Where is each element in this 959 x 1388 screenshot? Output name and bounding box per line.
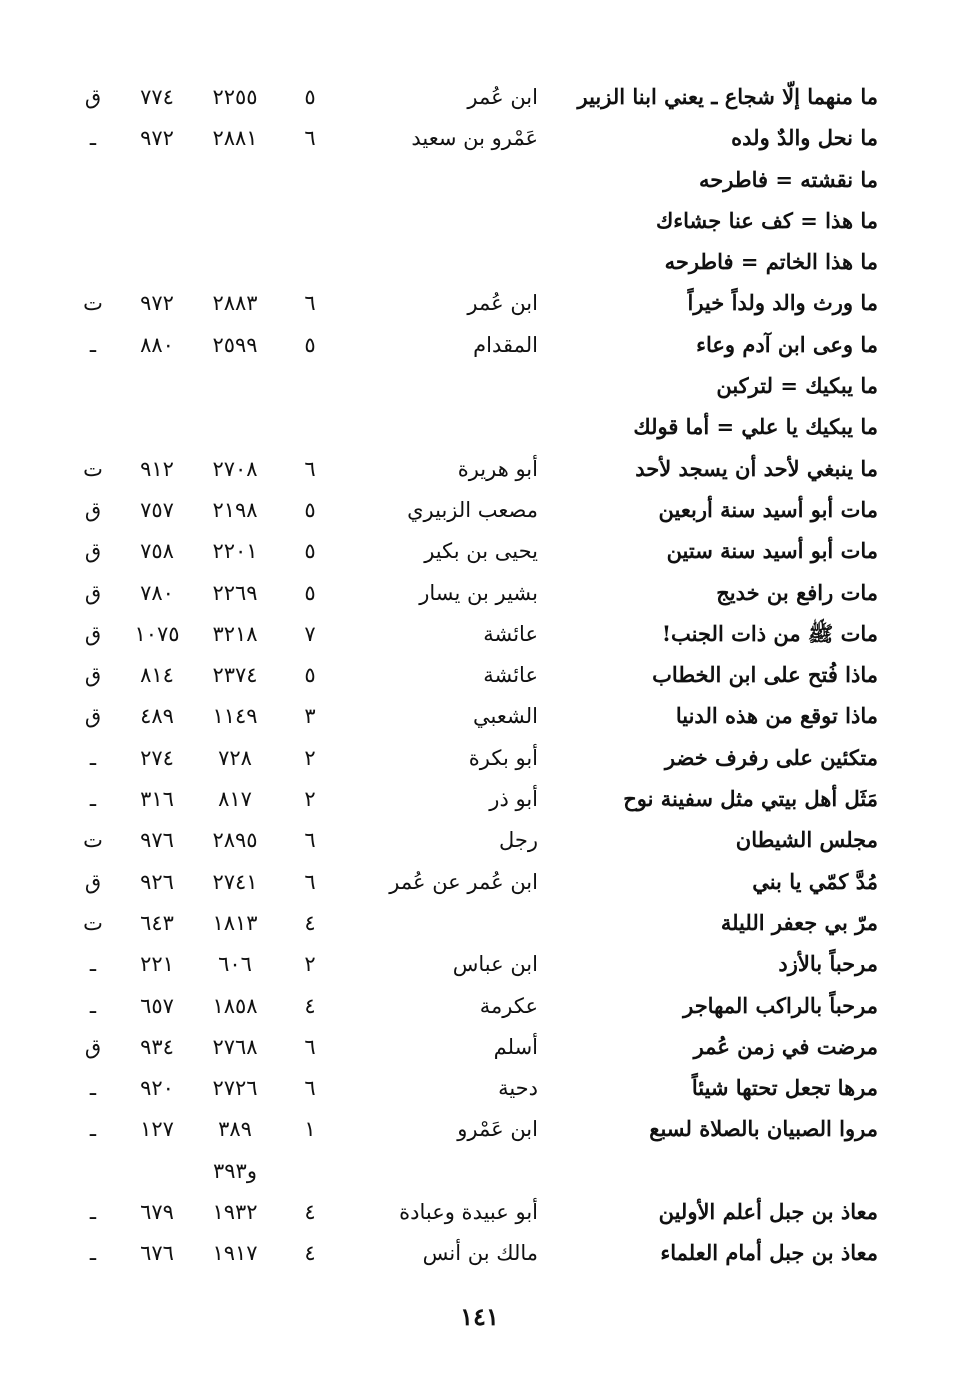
entry-source-mark: ق bbox=[84, 704, 102, 729]
entry-volume: ٦ bbox=[304, 1034, 316, 1059]
entry-page: ٧٥٧ bbox=[140, 497, 174, 522]
index-row bbox=[70, 574, 890, 615]
entry-page: ٩٧٦ bbox=[140, 828, 174, 853]
entry-page: ٧٨٠ bbox=[140, 580, 174, 605]
entry-narrator: أبو هريرة bbox=[457, 456, 538, 481]
entry-title: ما ينبغي لأحد أن يسجد لأحد bbox=[635, 455, 878, 481]
entry-page: ٩١٢ bbox=[140, 456, 174, 481]
entry-page: ٧٥٨ bbox=[140, 539, 174, 564]
entry-title: مات ﷺ من ذات الجنب! bbox=[661, 620, 878, 646]
entry-narrator: أبو عبيدة وعبادة bbox=[399, 1200, 538, 1225]
entry-narrator: رجل bbox=[498, 828, 538, 853]
index-row bbox=[70, 904, 890, 945]
entry-hadith-number: ٢٢٦٩ bbox=[212, 580, 258, 605]
page-number: ١٤١ bbox=[460, 1302, 499, 1331]
entry-narrator: بشير بن يسار bbox=[419, 580, 538, 605]
entry-title: ما يبكيك = لتركبن bbox=[716, 373, 878, 399]
entry-page: ٦٧٦ bbox=[140, 1241, 174, 1266]
entry-hadith-number: ٢١٩٨ bbox=[212, 497, 258, 522]
entry-page: ٦٥٧ bbox=[140, 993, 174, 1018]
entry-title: مرحباً بالأزد bbox=[778, 951, 878, 977]
entry-hadith-number: و٣٩٣ bbox=[213, 1158, 257, 1183]
entry-page: ٨٨٠ bbox=[140, 332, 174, 357]
entry-title: ما منهما إلّا شجاع ـ يعني ابنا الزبير bbox=[577, 84, 878, 109]
hadith-index-table bbox=[70, 78, 890, 1276]
entry-source-mark: ـ bbox=[89, 1117, 97, 1142]
entry-source-mark: ـ bbox=[89, 993, 97, 1018]
entry-volume: ٥ bbox=[304, 663, 316, 688]
entry-title: مرضت في زمن عُمر bbox=[693, 1033, 878, 1059]
entry-source-mark: ـ bbox=[89, 1200, 97, 1225]
index-row bbox=[70, 532, 890, 573]
index-row bbox=[70, 945, 890, 986]
index-row bbox=[70, 202, 890, 243]
index-row bbox=[70, 863, 890, 904]
index-row bbox=[70, 780, 890, 821]
entry-source-mark: ق bbox=[84, 539, 102, 564]
entry-hadith-number: ٢٧٤١ bbox=[212, 869, 258, 894]
entry-hadith-number: ١٩١٧ bbox=[212, 1241, 258, 1266]
entry-narrator: المقدام bbox=[473, 332, 538, 357]
entry-volume: ٦ bbox=[304, 869, 316, 894]
index-row bbox=[70, 284, 890, 325]
entry-title: ما ورث والد ولداً خيراً bbox=[687, 290, 878, 316]
index-row bbox=[70, 697, 890, 738]
index-row bbox=[70, 987, 890, 1028]
index-row bbox=[70, 367, 890, 408]
entry-page: ١٠٧٥ bbox=[134, 621, 180, 646]
entry-hadith-number: ٦٠٦ bbox=[218, 952, 252, 977]
index-row bbox=[70, 408, 890, 449]
entry-narrator: دحية bbox=[498, 1076, 538, 1101]
index-row bbox=[70, 1234, 890, 1275]
entry-hadith-number: ٣٢١٨ bbox=[212, 621, 258, 646]
index-row bbox=[70, 450, 890, 491]
entry-hadith-number: ٢٧٦٨ bbox=[212, 1034, 258, 1059]
entry-volume: ١ bbox=[304, 1117, 316, 1142]
entry-hadith-number: ١١٤٩ bbox=[212, 704, 258, 729]
entry-volume: ٤ bbox=[304, 1200, 316, 1225]
entry-narrator: ابن عُمر عن عُمر bbox=[389, 869, 538, 894]
entry-title: ما نحل والدٌ ولده bbox=[731, 125, 878, 151]
entry-title: معاذ بن جبل أمام العلماء bbox=[660, 1240, 878, 1266]
entry-page: ٢٢١ bbox=[140, 952, 174, 977]
entry-narrator: يحيى بن بكير bbox=[424, 539, 538, 564]
entry-page: ٩٧٢ bbox=[140, 291, 174, 316]
entry-source-mark: ـ bbox=[89, 952, 97, 977]
entry-hadith-number: ٢٧٠٨ bbox=[212, 456, 258, 481]
entry-source-mark: ـ bbox=[89, 1241, 97, 1266]
entry-hadith-number: ١٨١٣ bbox=[212, 910, 258, 935]
entry-volume: ٤ bbox=[304, 1241, 316, 1266]
entry-volume: ٦ bbox=[304, 1076, 316, 1101]
entry-narrator: الشعبي bbox=[473, 704, 538, 729]
entry-hadith-number: ٢٣٧٤ bbox=[212, 663, 258, 688]
entry-title: مرها تجعل تحتها شيئاً bbox=[691, 1075, 878, 1101]
entry-source-mark: ت bbox=[83, 291, 103, 316]
index-row bbox=[70, 739, 890, 780]
entry-narrator: أسلم bbox=[493, 1034, 538, 1059]
entry-title: ما نقشته = فاطرحه bbox=[699, 166, 878, 192]
entry-title: مرحباً بالراكب المهاجر bbox=[683, 992, 878, 1018]
entry-source-mark: ـ bbox=[89, 745, 97, 770]
entry-hadith-number: ٢٨٨١ bbox=[212, 126, 258, 151]
entry-title: متكئين على رفرف خضر bbox=[664, 744, 878, 770]
entry-page: ٩٧٢ bbox=[140, 126, 174, 151]
entry-volume: ٦ bbox=[304, 126, 316, 151]
entry-source-mark: ت bbox=[83, 910, 103, 935]
entry-volume: ٥ bbox=[304, 332, 316, 357]
entry-title: ما هذا = كف عنا جشاءك bbox=[655, 207, 878, 233]
entry-source-mark: ـ bbox=[89, 126, 97, 151]
index-row bbox=[70, 1152, 890, 1193]
entry-source-mark: ق bbox=[84, 497, 102, 522]
entry-volume: ٧ bbox=[304, 621, 316, 646]
entry-volume: ٥ bbox=[304, 497, 316, 522]
entry-title: مات أبو أسيد سنة ستين bbox=[666, 538, 878, 564]
entry-narrator: ابن عباس bbox=[452, 952, 538, 977]
entry-page: ٩٣٤ bbox=[140, 1034, 174, 1059]
entry-volume: ٢ bbox=[304, 745, 316, 770]
entry-title: ما يبكيك يا علي = أما قولك bbox=[633, 414, 878, 440]
entry-narrator: عائشة bbox=[483, 621, 538, 646]
entry-title: مجلس الشيطان bbox=[735, 827, 878, 853]
entry-narrator: ابن عُمر bbox=[467, 85, 538, 109]
entry-source-mark: ق bbox=[84, 869, 102, 894]
entry-volume: ٦ bbox=[304, 456, 316, 481]
entry-volume: ٢ bbox=[304, 787, 316, 812]
entry-hadith-number: ٣٨٩ bbox=[218, 1117, 252, 1142]
entry-volume: ٦ bbox=[304, 291, 316, 316]
entry-narrator: مالك بن أنس bbox=[422, 1241, 538, 1266]
index-row bbox=[70, 615, 890, 656]
entry-page: ١٢٧ bbox=[140, 1117, 174, 1142]
entry-page: ٦٧٩ bbox=[140, 1200, 174, 1225]
entry-page: ٩٢٦ bbox=[140, 869, 174, 894]
entry-volume: ٢ bbox=[304, 952, 316, 977]
entry-volume: ٤ bbox=[304, 910, 316, 935]
index-row bbox=[70, 326, 890, 367]
entry-title: مروا الصبيان بالصلاة لسبع bbox=[649, 1116, 878, 1142]
entry-title: معاذ بن جبل أعلم الأولين bbox=[658, 1199, 878, 1225]
entry-page: ٦٤٣ bbox=[140, 910, 174, 935]
entry-page: ٤٨٩ bbox=[140, 704, 174, 729]
entry-page: ٢٧٤ bbox=[140, 745, 174, 770]
entry-volume: ٣ bbox=[304, 704, 316, 729]
entry-source-mark: ت bbox=[83, 456, 103, 481]
entry-narrator: عَمْرو بن سعيد bbox=[411, 126, 538, 151]
entry-page: ٧٧٤ bbox=[140, 85, 174, 109]
entry-title: مَثَل أهل بيتي مثل سفينة نوح bbox=[623, 786, 878, 812]
entry-narrator: مصعب الزبيري bbox=[407, 497, 538, 522]
entry-source-mark: ت bbox=[83, 828, 103, 853]
entry-page: ٩٢٠ bbox=[140, 1076, 174, 1101]
index-row bbox=[70, 821, 890, 862]
entry-narrator: عكرمة bbox=[479, 993, 538, 1018]
entry-narrator: عائشة bbox=[483, 663, 538, 688]
entry-volume: ٥ bbox=[304, 85, 316, 109]
entry-source-mark: ق bbox=[84, 663, 102, 688]
entry-source-mark: ق bbox=[84, 1034, 102, 1059]
entry-hadith-number: ٢٢٥٥ bbox=[212, 85, 258, 109]
entry-source-mark: ق bbox=[84, 621, 102, 646]
entry-title: ما هذا الخاتم = فاطرحه bbox=[664, 249, 878, 275]
entry-title: مُدَّ كمّي يا بني bbox=[752, 868, 878, 894]
entry-source-mark: ـ bbox=[89, 787, 97, 812]
entry-volume: ٦ bbox=[304, 828, 316, 853]
index-row bbox=[70, 78, 890, 119]
index-row bbox=[70, 1110, 890, 1151]
entry-volume: ٤ bbox=[304, 993, 316, 1018]
entry-hadith-number: ٢٧٢٦ bbox=[212, 1076, 258, 1101]
entry-source-mark: ق bbox=[84, 85, 102, 109]
entry-hadith-number: ٨١٧ bbox=[218, 787, 252, 812]
index-row bbox=[70, 656, 890, 697]
entry-source-mark: ـ bbox=[89, 1076, 97, 1101]
index-row bbox=[70, 119, 890, 160]
entry-narrator: أبو بكرة bbox=[468, 745, 538, 770]
index-row bbox=[70, 1069, 890, 1110]
entry-page: ٨١٤ bbox=[140, 663, 174, 688]
entry-page: ٣١٦ bbox=[140, 787, 174, 812]
entry-source-mark: ـ bbox=[89, 332, 97, 357]
index-row bbox=[70, 161, 890, 202]
entry-narrator: ابن عُمر bbox=[467, 291, 538, 316]
entry-hadith-number: ١٩٣٢ bbox=[212, 1200, 258, 1225]
entry-hadith-number: ٢٨٨٣ bbox=[212, 291, 258, 316]
entry-hadith-number: ٢٢٠١ bbox=[212, 539, 258, 564]
entry-title: ماذا فُتح على ابن الخطاب bbox=[652, 662, 878, 688]
entry-hadith-number: ٧٢٨ bbox=[218, 745, 252, 770]
entry-title: ما وعى ابن آدم وعاء bbox=[696, 331, 878, 357]
entry-title: مات أبو أسيد سنة أربعين bbox=[658, 496, 878, 522]
entry-title: ماذا توقع من هذه الدنيا bbox=[675, 703, 878, 729]
entry-source-mark: ق bbox=[84, 580, 102, 605]
entry-volume: ٥ bbox=[304, 580, 316, 605]
entry-volume: ٥ bbox=[304, 539, 316, 564]
index-row bbox=[70, 1028, 890, 1069]
index-row bbox=[70, 1193, 890, 1234]
entry-title: مرّ بي جعفر الليلة bbox=[720, 909, 878, 935]
index-row bbox=[70, 243, 890, 284]
entry-narrator: ابن عَمْرو bbox=[457, 1117, 538, 1142]
entry-hadith-number: ١٨٥٨ bbox=[212, 993, 258, 1018]
entry-title: مات رافع بن خديج bbox=[716, 579, 878, 605]
entry-hadith-number: ٢٥٩٩ bbox=[212, 332, 258, 357]
entry-narrator: أبو ذر bbox=[489, 787, 538, 812]
index-row bbox=[70, 491, 890, 532]
entry-hadith-number: ٢٨٩٥ bbox=[212, 828, 258, 853]
